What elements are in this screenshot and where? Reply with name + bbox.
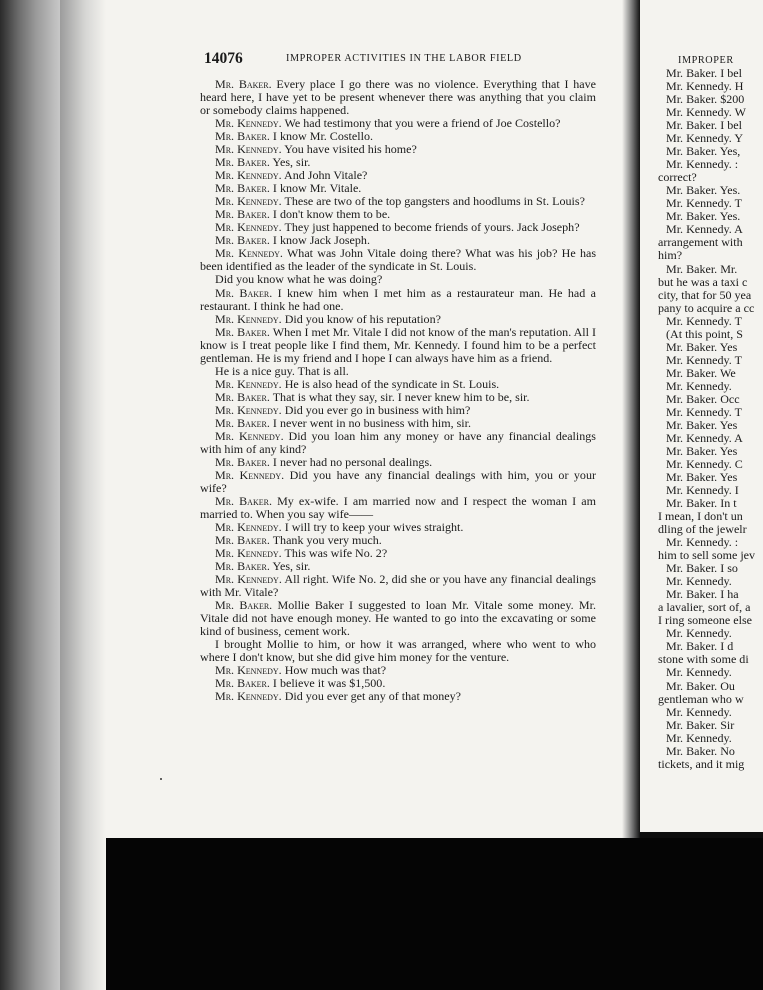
right-page-line: city, that for 50 yea	[658, 287, 752, 302]
transcript-paragraph	[200, 599, 596, 638]
speaker-name: Mr. Kennedy.	[215, 168, 282, 183]
speech-text: Did you ever go in business with him?	[284, 402, 471, 417]
speech-text: That is what they say, sir. I never knew him to be, sir.	[272, 389, 530, 404]
speech-text: Yes, sir.	[272, 155, 311, 170]
speech-text: Did you know of his reputation?	[284, 311, 441, 326]
right-page-line: Mr. Baker. I d	[666, 639, 734, 654]
right-page-line: but he was a taxi c	[658, 274, 748, 289]
speech-text: You have visited his home?	[284, 142, 417, 157]
speaker-name: Mr. Baker.	[215, 415, 270, 430]
running-head: IMPROPER ACTIVITIES IN THE LABOR FIELD	[286, 53, 522, 64]
right-page-line: Mr. Kennedy. T	[666, 196, 742, 211]
speaker-name: Mr. Baker.	[215, 389, 270, 404]
right-page-line: Mr. Kennedy. :	[666, 157, 739, 172]
speech-text: I know Mr. Costello.	[272, 129, 373, 144]
transcript-body	[200, 78, 596, 704]
transcript-paragraph	[200, 469, 596, 495]
right-page-line: him?	[658, 248, 683, 263]
speaker-name: Mr. Baker.	[215, 129, 270, 144]
right-page-line: Mr. Baker. We	[666, 365, 736, 380]
transcript-paragraph	[200, 287, 596, 313]
right-page-line: him to sell some jev	[658, 548, 756, 563]
speech-text: I never went in no business with him, sir.	[272, 415, 472, 430]
left-page-edge	[60, 0, 106, 990]
speaker-name: Mr. Kennedy.	[215, 246, 283, 261]
right-page-line: tickets, and it mig	[658, 756, 745, 771]
speech-text: Yes, sir.	[272, 559, 311, 574]
speaker-name: Mr. Baker.	[215, 494, 272, 508]
speaker-name: Mr. Kennedy.	[215, 311, 282, 326]
right-page-transcript	[658, 54, 763, 771]
right-page-line: Mr. Kennedy. A	[666, 430, 743, 445]
speech-text: I know Jack Joseph.	[272, 233, 370, 248]
speaker-name: Mr. Kennedy.	[215, 572, 282, 587]
right-page-line: Mr. Kennedy. I	[666, 483, 739, 498]
speech-text: My ex-wife. I am married now and I respect the woman I am married to. When you say wife——	[200, 494, 596, 522]
right-page-line: Mr. Kennedy. T	[666, 404, 742, 419]
transcript-paragraph	[200, 573, 596, 599]
speaker-name: Mr. Kennedy.	[215, 376, 282, 391]
right-page-line: a lavalier, sort of, a	[658, 600, 751, 615]
speech-text: I knew him when I met him as a restaurateur man. He had a restaurant. I think he had one.	[200, 285, 596, 313]
scan-speck	[160, 778, 162, 780]
right-page-line: Mr. Baker. Sir	[666, 717, 735, 732]
right-page-line: Mr. Kennedy. T	[666, 313, 742, 328]
speech-text: Did you know what he was doing?	[215, 272, 383, 287]
speaker-name: Mr. Kennedy.	[215, 467, 285, 482]
page-header	[204, 50, 604, 72]
speech-text: Did you have any financial dealings with him, you or your wife?	[200, 467, 596, 495]
speech-text: All right. Wife No. 2, did she or you have any financial dealings with Mr. Vitale?	[200, 572, 596, 600]
right-page-line: stone with some di	[658, 652, 749, 667]
right-page-line: Mr. Kennedy.	[666, 574, 732, 589]
right-page-line: gentleman who w	[658, 691, 744, 706]
speech-text: He is a nice guy. That is all.	[215, 363, 349, 378]
speaker-name: Mr. Baker.	[215, 559, 270, 574]
right-page-line: Mr. Kennedy.	[666, 730, 732, 745]
right-running-head: IMPROPER	[678, 55, 734, 66]
right-page-line: Mr. Kennedy.	[666, 704, 732, 719]
speech-text: These are two of the top gangsters and hoodlums in St. Louis?	[284, 194, 585, 209]
right-page-line: Mr. Kennedy. :	[666, 535, 739, 550]
right-page-line: Mr. Baker. Ou	[666, 678, 735, 693]
speaker-name: Mr. Baker.	[215, 533, 270, 548]
speech-text: I will try to keep your wives straight.	[284, 520, 464, 535]
right-page-line: Mr. Kennedy.	[666, 626, 732, 641]
right-page-line: Mr. Kennedy.	[666, 378, 732, 393]
speech-text: Thank you very much.	[272, 533, 382, 548]
right-page-line: correct?	[658, 170, 697, 185]
right-page-line: Mr. Baker. I bel	[666, 118, 742, 133]
speech-text: Did you ever get any of that money?	[284, 689, 461, 704]
speaker-name: Mr. Baker.	[215, 454, 270, 469]
speech-text: I believe it was $1,500.	[272, 676, 386, 691]
speech-text: When I met Mr. Vitale I did not know of the man's reputation. All I know is I treat people like I find them, Mr. Kennedy. I found him to be a perfect gentleman. He is my friend and I hope I can always have him as a friend.	[200, 324, 596, 365]
speaker-name: Mr. Baker.	[215, 155, 270, 170]
page-number: 14076	[204, 50, 243, 67]
speaker-name: Mr. Kennedy.	[215, 663, 282, 678]
speaker-name: Mr. Baker.	[215, 77, 272, 91]
speaker-name: Mr. Baker.	[215, 324, 270, 339]
right-page-line: Mr. Baker. In t	[666, 496, 737, 511]
right-page-line: Mr. Baker. Yes	[666, 470, 738, 484]
right-page-line: pany to acquire a cc	[658, 300, 755, 315]
right-page-line: Mr. Baker. Yes,	[666, 144, 741, 159]
right-page-line: Mr. Baker. No	[666, 743, 735, 758]
speaker-name: Mr. Baker.	[215, 598, 273, 613]
transcript-paragraph	[200, 638, 596, 664]
speech-text: And John Vitale?	[284, 168, 368, 183]
right-page-line: Mr. Baker. $200	[666, 92, 745, 107]
right-page-line: Mr. Kennedy. T	[666, 352, 742, 367]
speech-text: He is also head of the syndicate in St. Louis.	[284, 376, 500, 391]
speech-text: How much was that?	[284, 663, 387, 678]
speaker-name: Mr. Kennedy.	[215, 428, 284, 443]
scan-background	[106, 838, 763, 990]
speech-text: I brought Mollie to him, or how it was arranged, where who went to who where I don't know, but she did give him money for the venture.	[200, 637, 596, 665]
right-page-line: Mr. Kennedy. A	[666, 222, 743, 237]
right-page-line: Mr. Baker. Yes	[666, 339, 738, 354]
right-page-line: I ring someone else	[658, 613, 753, 628]
right-page-line: Mr. Kennedy.	[666, 665, 732, 680]
speaker-name: Mr. Baker.	[215, 207, 270, 222]
right-page-line: arrangement with	[658, 235, 743, 250]
right-page-line: Mr. Kennedy. C	[666, 456, 743, 471]
right-page-line: Mr. Kennedy. W	[666, 105, 746, 120]
speech-text: This was wife No. 2?	[284, 546, 388, 561]
transcript-paragraph	[200, 247, 596, 273]
speaker-name: Mr. Kennedy.	[215, 116, 282, 131]
right-page-line: Mr. Baker. I so	[666, 561, 738, 576]
transcript-paragraph	[200, 690, 596, 703]
right-page-line: Mr. Baker. Yes	[666, 443, 738, 458]
right-page-line: Mr. Kennedy. H	[666, 79, 744, 94]
speech-text: Mollie Baker I suggested to loan Mr. Vitale some money. Mr. Vitale did not have enough money. He wanted to go into the excavating or some kind of business, cement work.	[200, 598, 597, 639]
speaker-name: Mr. Kennedy.	[215, 546, 282, 561]
speaker-name: Mr. Kennedy.	[215, 689, 282, 704]
speaker-name: Mr. Kennedy.	[215, 402, 282, 417]
right-page-line: Mr. Baker. Yes	[666, 417, 738, 432]
right-page-line: I mean, I don't un	[658, 509, 743, 524]
speech-text: Did you loan him any money or have any financial dealings with him of any kind?	[200, 428, 596, 456]
transcript-paragraph	[200, 326, 596, 365]
transcript-paragraph	[200, 495, 596, 521]
right-page-line: Mr. Baker. Yes.	[666, 209, 741, 224]
right-page-line: dling of the jewelr	[658, 522, 747, 537]
speech-text: I know Mr. Vitale.	[272, 181, 362, 196]
right-page-line: Mr. Baker. I ha	[666, 587, 739, 602]
right-page-line: Mr. Baker. I bel	[666, 66, 742, 81]
speech-text: I don't know them to be.	[272, 207, 391, 222]
speaker-name: Mr. Baker.	[215, 676, 270, 691]
speaker-name: Mr. Baker.	[215, 233, 270, 248]
speech-text: What was John Vitale doing there? What was his job? He has been identified as the leader of the syndicate in St. Louis.	[200, 246, 597, 274]
speech-text: I never had no personal dealings.	[272, 454, 433, 469]
book-spine-shadow	[0, 0, 60, 990]
transcript-paragraph	[200, 78, 596, 117]
speech-text: They just happened to become friends of yours. Jack Joseph?	[284, 220, 580, 235]
speaker-name: Mr. Kennedy.	[215, 142, 282, 157]
speech-text: Every place I go there was no violence. Everything that I have heard here, I have yet to be present whenever there was anything that you claim or somebody claims happened.	[200, 77, 596, 118]
speaker-name: Mr. Kennedy.	[215, 220, 282, 235]
right-page-line: Mr. Baker. Occ	[666, 391, 740, 406]
speaker-name: Mr. Baker.	[215, 285, 273, 300]
transcript-paragraph	[200, 430, 596, 456]
right-page-line: Mr. Baker. Yes.	[666, 183, 741, 198]
right-page-line: (At this point, S	[666, 326, 743, 341]
speaker-name: Mr. Baker.	[215, 181, 270, 196]
right-page-line: Mr. Baker. Mr.	[666, 261, 738, 276]
right-page-line: Mr. Kennedy. Y	[666, 131, 744, 146]
speaker-name: Mr. Kennedy.	[215, 194, 282, 209]
speaker-name: Mr. Kennedy.	[215, 520, 282, 535]
speech-text: We had testimony that you were a friend of Joe Costello?	[284, 116, 561, 131]
